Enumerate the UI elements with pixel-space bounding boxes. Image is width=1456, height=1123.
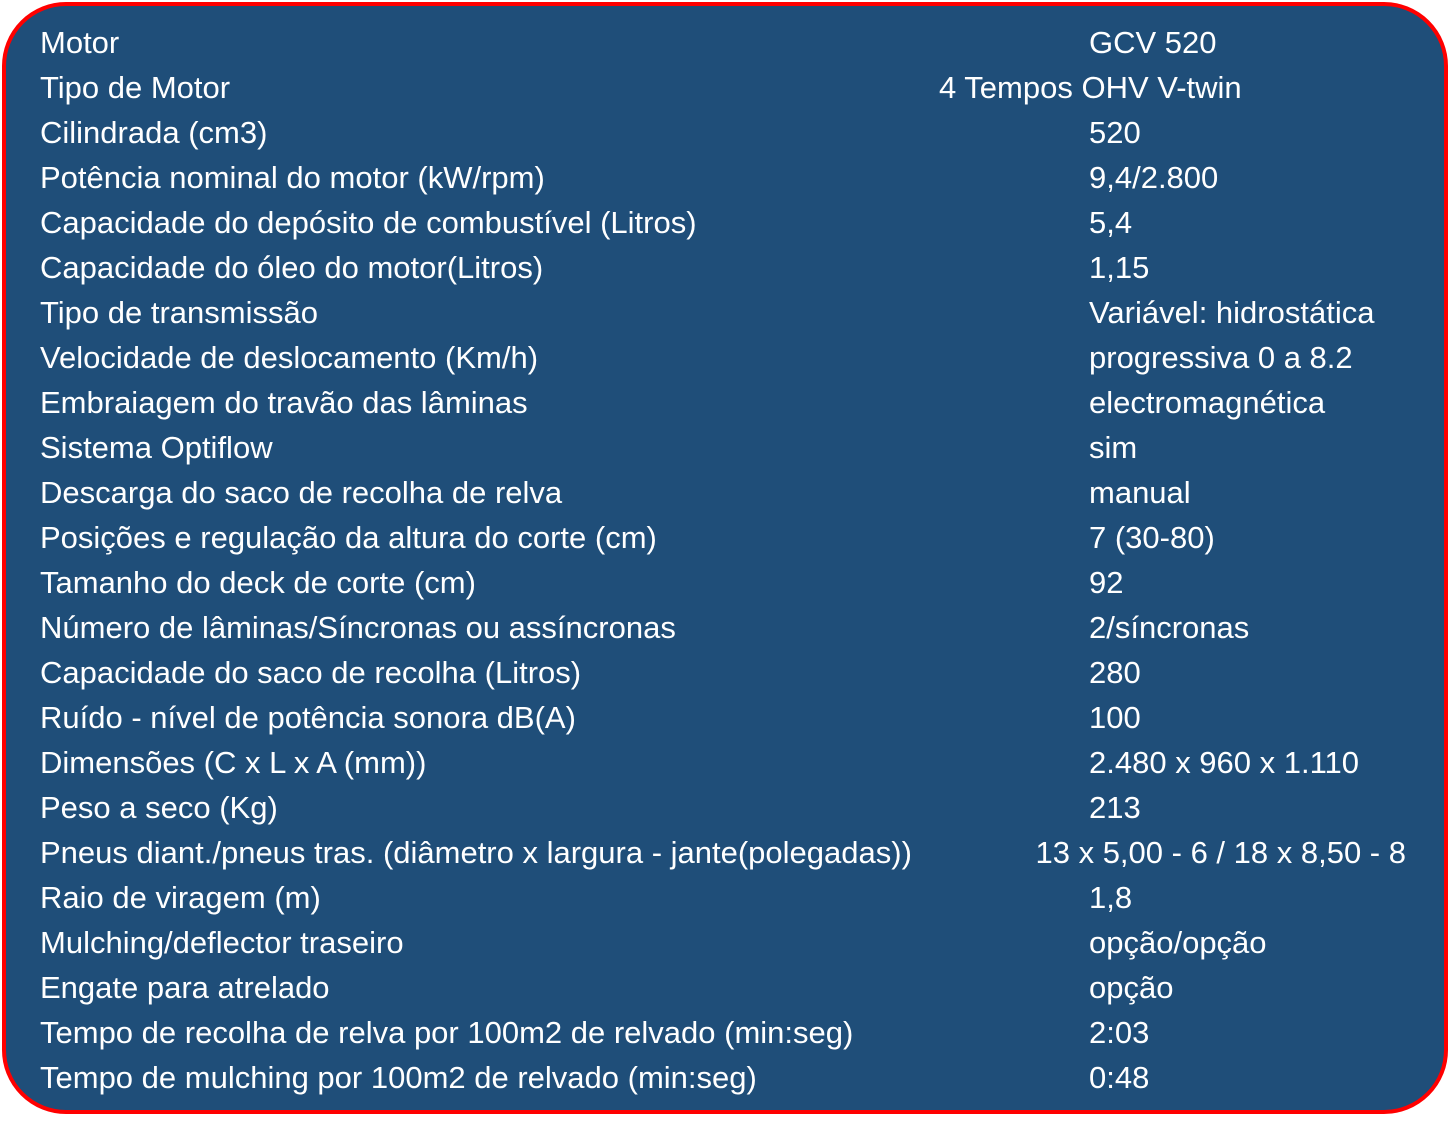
spec-row-engine-type	[0, 65, 1456, 110]
spec-value: 213	[1089, 790, 1141, 825]
spec-value: 2:03	[1089, 1015, 1150, 1050]
spec-value: opção/opção	[1089, 925, 1267, 960]
spec-value: 13 x 5,00 - 6 / 18 x 8,50 - 8	[1035, 835, 1406, 870]
spec-row-trailer-hitch	[0, 965, 1456, 1010]
spec-label: Potência nominal do motor (kW/rpm)	[40, 160, 545, 195]
spec-value: 520	[1089, 115, 1141, 150]
spec-row-dry-weight	[0, 785, 1456, 830]
spec-label: Tempo de mulching por 100m2 de relvado (min:seg)	[40, 1060, 757, 1095]
spec-row-optiflow	[0, 425, 1456, 470]
spec-value: 2/síncronas	[1089, 610, 1250, 645]
spec-value: sim	[1089, 430, 1138, 465]
spec-label: Peso a seco (Kg)	[40, 790, 278, 825]
spec-value: 4 Tempos OHV V-twin	[939, 70, 1242, 105]
spec-label: Raio de viragem (m)	[40, 880, 321, 915]
spec-label: Mulching/deflector traseiro	[40, 925, 404, 960]
spec-label: Embraiagem do travão das lâminas	[40, 385, 528, 420]
spec-row-oil-capacity	[0, 245, 1456, 290]
spec-row-mulching	[0, 920, 1456, 965]
spec-row-bag-capacity	[0, 650, 1456, 695]
spec-row-cut-height	[0, 515, 1456, 560]
spec-row-fuel-capacity	[0, 200, 1456, 245]
spec-row-bag-discharge	[0, 470, 1456, 515]
spec-label: Capacidade do depósito de combustível (Litros)	[40, 205, 697, 240]
spec-label: Cilindrada (cm3)	[40, 115, 268, 150]
spec-label: Pneus diant./pneus tras. (diâmetro x largura - jante(polegadas))	[40, 835, 912, 870]
spec-value: 7 (30-80)	[1089, 520, 1215, 555]
spec-label: Tipo de Motor	[40, 70, 231, 105]
spec-value: electromagnética	[1089, 385, 1326, 420]
spec-label: Tamanho do deck de corte (cm)	[40, 565, 476, 600]
spec-row-tires	[0, 830, 1456, 875]
spec-label: Tipo de transmissão	[40, 295, 318, 330]
spec-row-displacement	[0, 110, 1456, 155]
spec-value: 5,4	[1089, 205, 1133, 240]
spec-value: 1,15	[1089, 250, 1150, 285]
spec-value: 92	[1089, 565, 1124, 600]
spec-row-transmission	[0, 290, 1456, 335]
spec-row-dimensions	[0, 740, 1456, 785]
spec-value: 0:48	[1089, 1060, 1150, 1095]
spec-value: 1,8	[1089, 880, 1133, 915]
spec-table	[0, 20, 1456, 1100]
spec-row-speed	[0, 335, 1456, 380]
spec-row-collection-time	[0, 1010, 1456, 1055]
spec-row-turning-radius	[0, 875, 1456, 920]
spec-row-motor	[0, 20, 1456, 65]
spec-label: Capacidade do óleo do motor(Litros)	[40, 250, 544, 285]
spec-row-blade-brake	[0, 380, 1456, 425]
spec-value: manual	[1089, 475, 1191, 510]
spec-label: Dimensões (C x L x A (mm))	[40, 745, 427, 780]
spec-row-mulching-time	[0, 1055, 1456, 1100]
spec-row-noise	[0, 695, 1456, 740]
spec-row-deck-size	[0, 560, 1456, 605]
spec-value: 100	[1089, 700, 1141, 735]
spec-label: Sistema Optiflow	[40, 430, 273, 465]
spec-label: Ruído - nível de potência sonora dB(A)	[40, 700, 576, 735]
spec-value: 280	[1089, 655, 1141, 690]
spec-value: opção	[1089, 970, 1174, 1005]
spec-row-power	[0, 155, 1456, 200]
spec-label: Posições e regulação da altura do corte (cm)	[40, 520, 657, 555]
spec-value: GCV 520	[1089, 25, 1217, 60]
spec-label: Velocidade de deslocamento (Km/h)	[40, 340, 539, 375]
spec-value: Variável: hidrostática	[1089, 295, 1375, 330]
spec-value: progressiva 0 a 8.2	[1089, 340, 1353, 375]
spec-label: Capacidade do saco de recolha (Litros)	[40, 655, 582, 690]
spec-row-blades	[0, 605, 1456, 650]
spec-value: 9,4/2.800	[1089, 160, 1219, 195]
spec-label: Número de lâminas/Síncronas ou assíncronas	[40, 610, 676, 645]
spec-value: 2.480 x 960 x 1.110	[1089, 745, 1360, 780]
spec-label: Descarga do saco de recolha de relva	[40, 475, 563, 510]
spec-label: Motor	[40, 25, 120, 60]
spec-label: Engate para atrelado	[40, 970, 330, 1005]
spec-label: Tempo de recolha de relva por 100m2 de relvado (min:seg)	[40, 1015, 854, 1050]
